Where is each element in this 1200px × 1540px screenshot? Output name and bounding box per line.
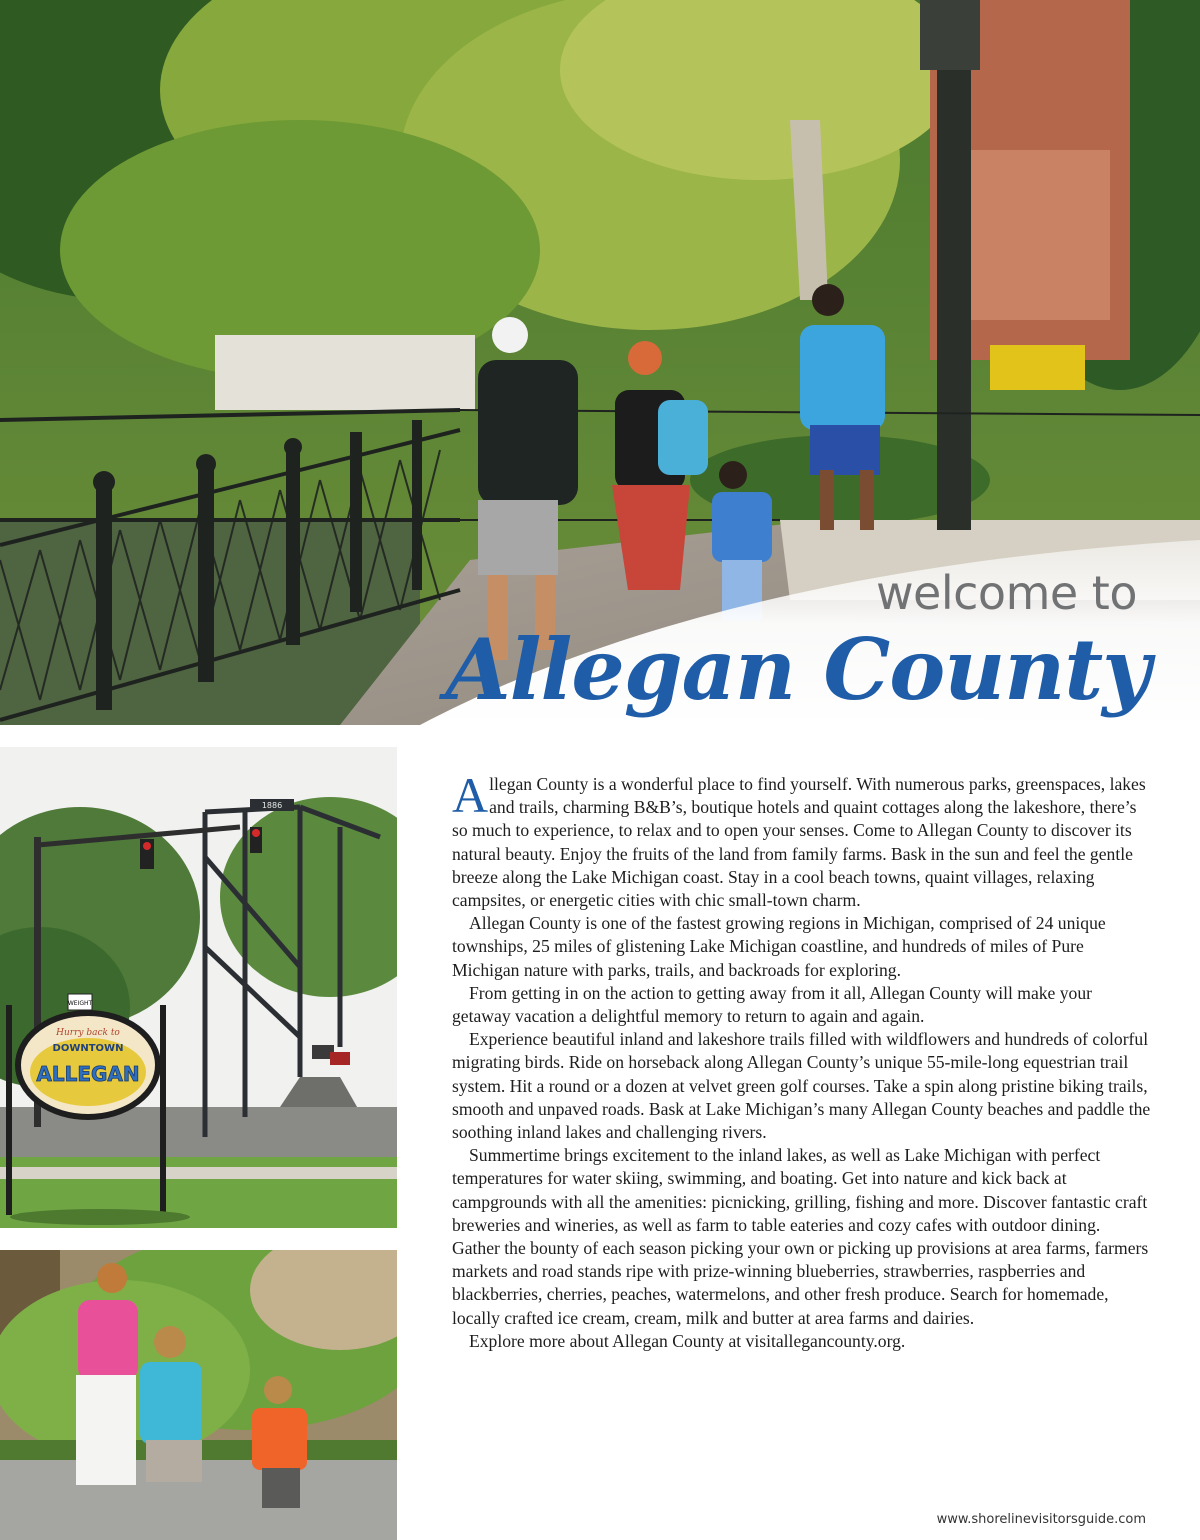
article-paragraph-6: Explore more about Allegan County at visitallegancounty.org.	[469, 1330, 906, 1351]
page-title: Allegan County	[445, 620, 1150, 719]
footer-url: www.shorelinevisitorsguide.com	[936, 1512, 1146, 1527]
article-body	[452, 767, 1152, 1353]
family-walking-photo	[0, 1250, 397, 1540]
article-paragraph-2: Allegan County is one of the fastest growing regions in Michigan, comprised of 24 unique townships, 25 miles of glistening Lake Michigan coastline, and hundreds of miles of Pure Michigan nature with parks, trails, and backroads for exploring.	[452, 913, 1106, 980]
family-photo-illustration	[0, 1250, 397, 1540]
drop-cap: A	[452, 767, 489, 823]
bridge-photo-illustration	[0, 747, 397, 1228]
sign-line-2: DOWNTOWN	[52, 1043, 124, 1054]
sign-line-3: ALLEGAN	[36, 1062, 140, 1086]
downtown-bridge-photo	[0, 747, 397, 1228]
sign-line-1: Hurry back to	[56, 1028, 120, 1038]
article-paragraph-1	[452, 767, 1152, 912]
article-paragraph-3: From getting in on the action to getting away from it all, Allegan County will make your getaway vacation a delightful memory to return to again and again.	[452, 982, 1093, 1027]
article-paragraph-1-text: llegan County is a wonderful place to find yourself. With numerous parks, greenspaces, lakes and trails, charming B&B’s, boutique hotels and quaint cottages along the lakeshore, there’s so much to experience, to relax and to open your senses. Come to Allegan County to discover its natural beauty. Enjoy the fruits of the land from family farms. Bask in the sun and feel the gentle breeze along the Lake Michigan coast. Stay in a cool beach towns, quaint villages, relaxing campsites, or energetic cities with chic small-town charm.	[452, 774, 1146, 911]
bridge-year-plate: 1886	[261, 801, 283, 810]
weight-sign: WEIGHT	[67, 1000, 93, 1007]
welcome-to-heading: welcome to	[875, 566, 1137, 620]
article-paragraph-5: Summertime brings excitement to the inland lakes, as well as Lake Michigan with perfect temperatures for water skiing, swimming, and boating. Get into nature and kick back at campgrounds with all the amenities: picnicking, grilling, fishing and more. Discover fantastic craft breweries and wineries, as well as farm to table eateries and cozy cafes with outdoor dining. Gather the bounty of each season picking your own or picking up provisions at area farms, farmers markets and road stands ripe with prize-winning blueberries, strawberries, raspberries and blackberries, cherries, peaches, watermelons, and other fresh produce. Search for homemade, locally crafted ice cream, cream, milk and butter at area farms and dairies.	[452, 1145, 1149, 1328]
article-paragraph-4: Experience beautiful inland and lakeshore trails filled with wildflowers and hundreds of colorful migrating birds. Ride on horseback along Allegan County’s unique 55-mile-long equestrian trail system. Hit a round or a dozen at velvet green golf courses. Take a spin along pristine biking trails, smooth and unpaved roads. Bask at Lake Michigan’s many Allegan County beaches and paddle the soothing inland lakes and challenging rivers.	[452, 1029, 1151, 1143]
